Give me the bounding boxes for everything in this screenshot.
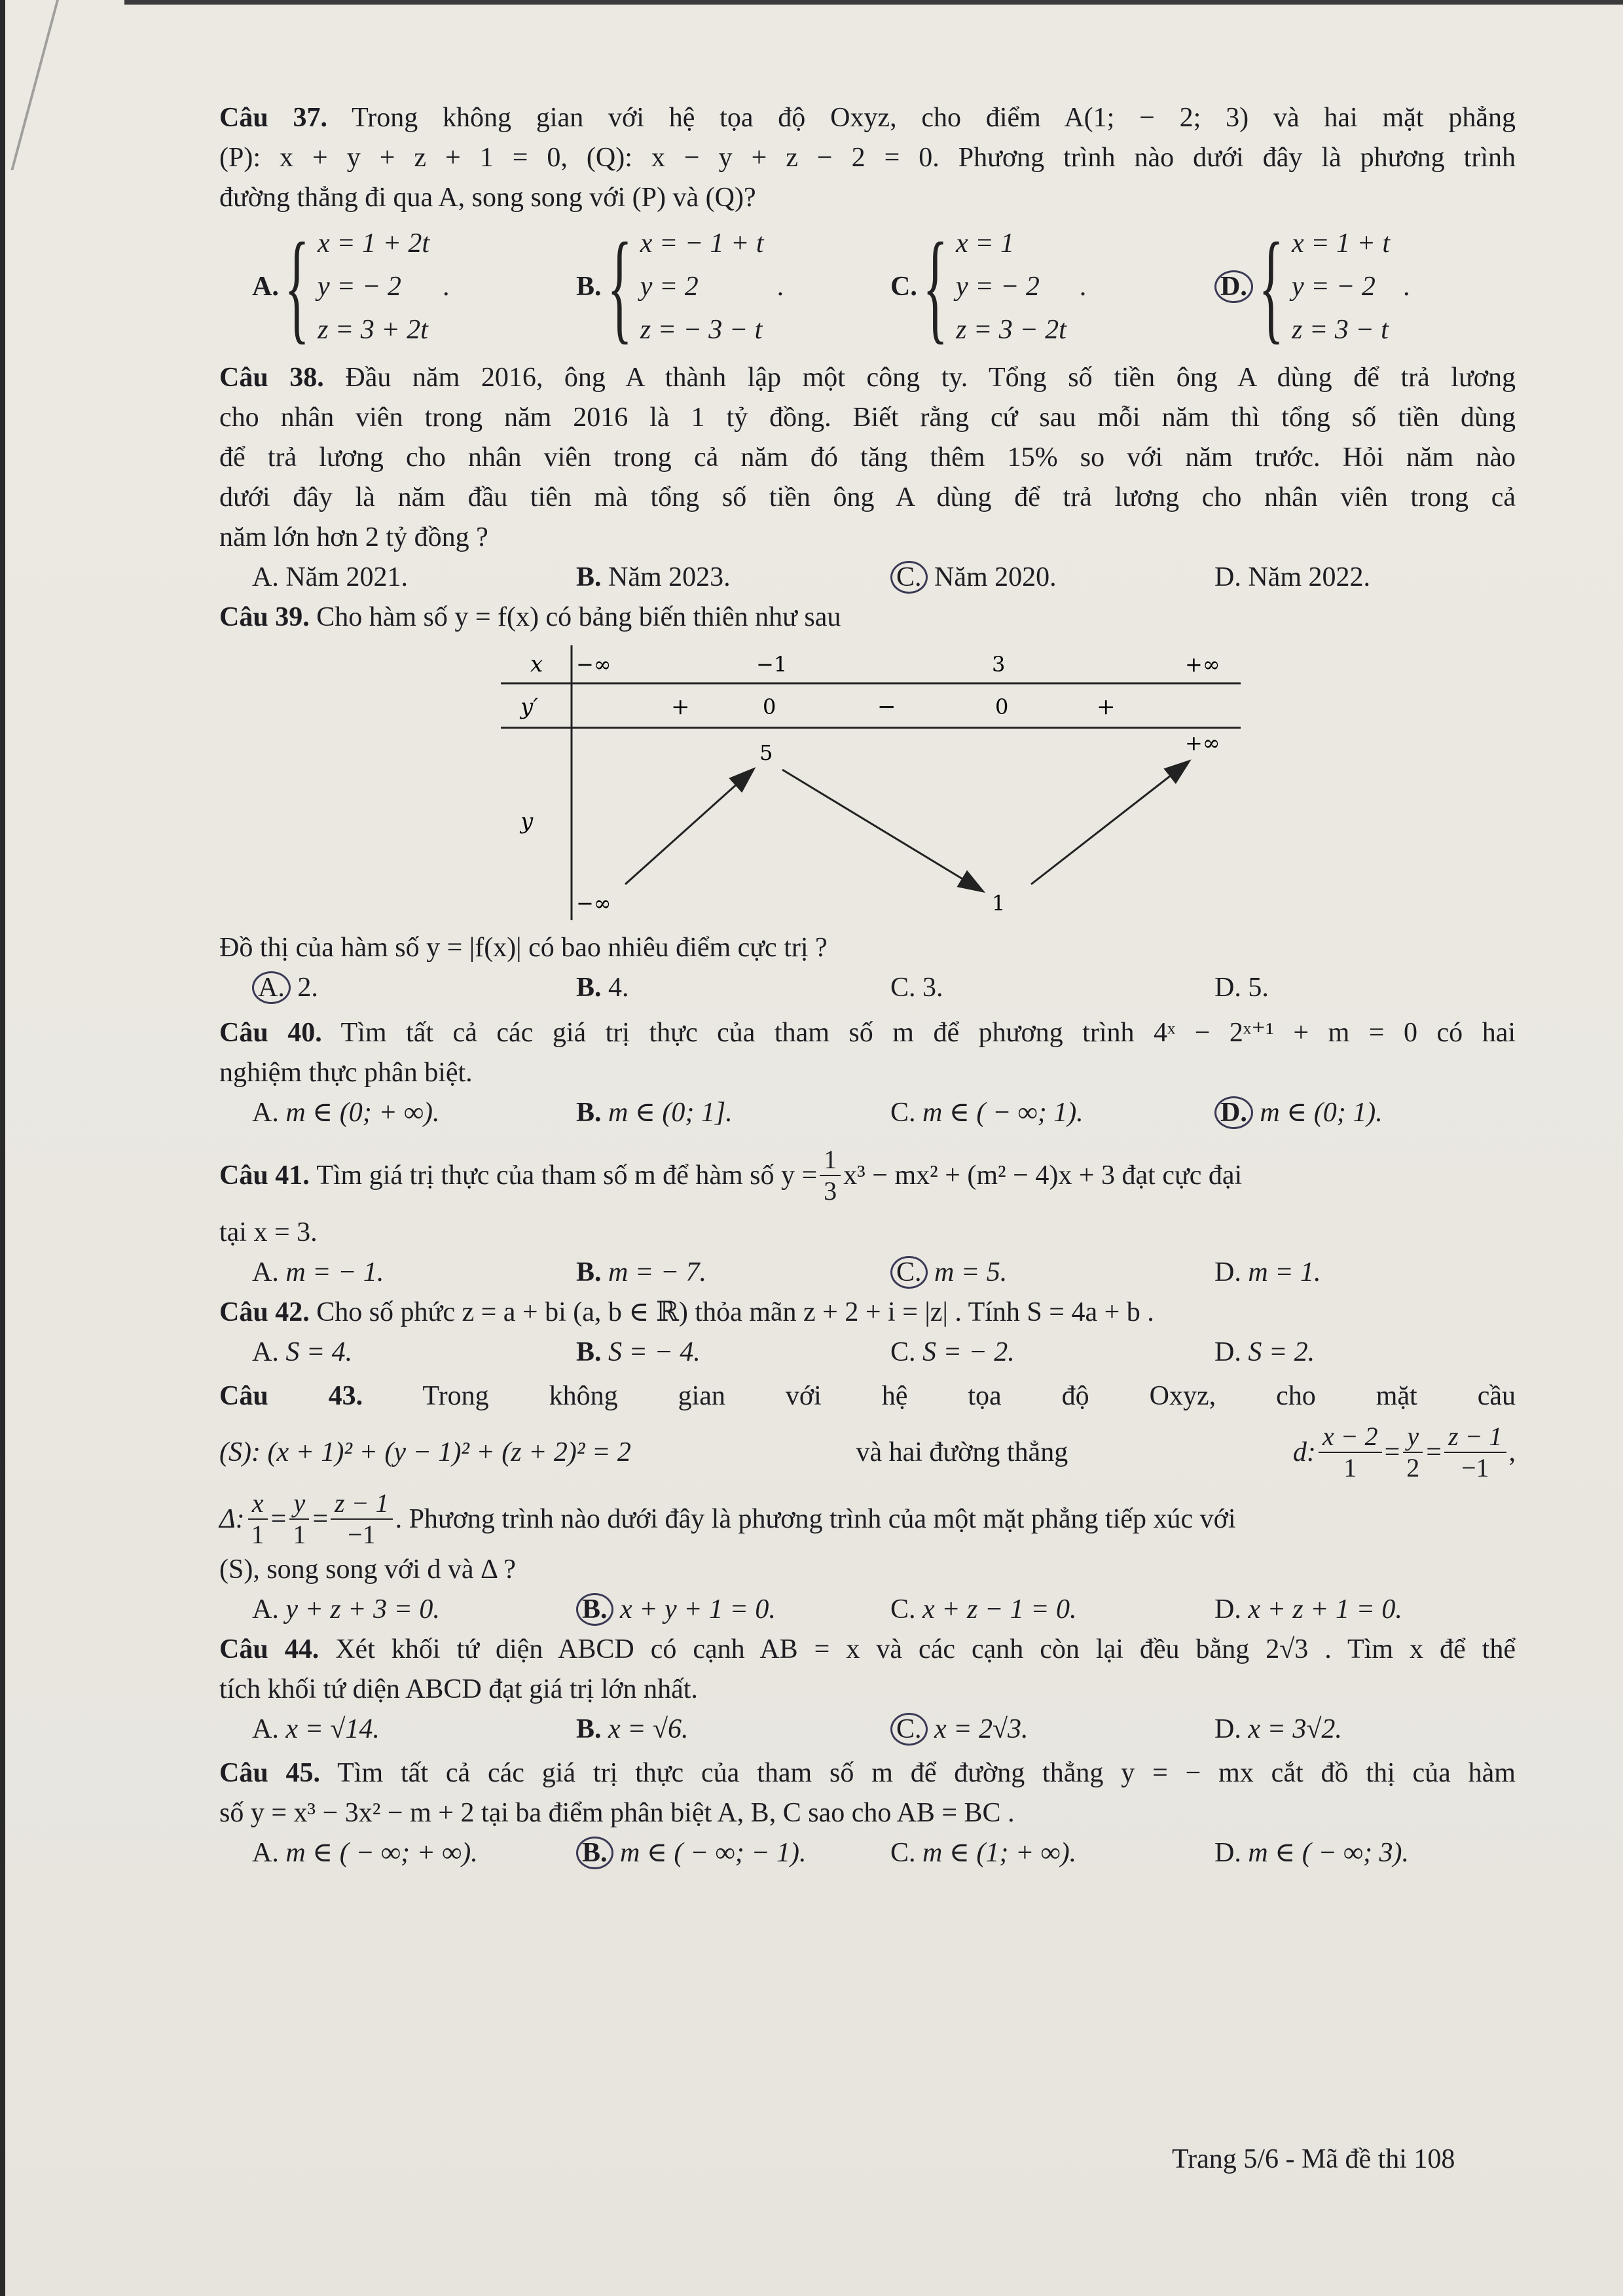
sign: + — [671, 694, 690, 720]
x-value: −1 — [756, 652, 788, 677]
option-a[interactable]: A. x = √14. — [252, 1714, 380, 1744]
y-value: +∞ — [1185, 730, 1220, 755]
option-d[interactable]: D. x = 3√2. — [1214, 1714, 1342, 1744]
option-d[interactable]: D. Năm 2022. — [1214, 562, 1370, 592]
option-b[interactable]: B. { x = − 1 + t y = 2 z = − 3 − t . — [576, 218, 784, 355]
yprime-row-label: y′ — [520, 694, 538, 720]
answer-options — [219, 558, 1516, 598]
question-label: Câu 45. — [219, 1758, 321, 1788]
question-40: Câu 40. Tìm tất cả các giá trị thực của tham số m để phương trình 4ˣ − 2ˣ⁺¹ + m = 0 có hai nghiệm thực phân biệt. A. m ∈ (0; + ∞). B. m ∈ (0; 1]. C. m ∈ ( − ∞; 1). D. m ∈ (0; 1). — [219, 1013, 1516, 1133]
option-b[interactable]: B. 4. — [576, 973, 629, 1003]
variation-table-svg — [494, 645, 1241, 920]
question-label: Câu 41. — [219, 1160, 310, 1191]
option-c[interactable]: C. x + z − 1 = 0. — [890, 1594, 1077, 1624]
option-a[interactable]: A. Năm 2021. — [252, 562, 408, 592]
circled-answer-mark: C. — [890, 1713, 928, 1746]
question-37 — [219, 98, 1516, 355]
answer-options — [219, 1333, 1516, 1372]
answer-options — [219, 1833, 1516, 1873]
question-text: (P): x + y + z + 1 = 0, (Q): x − y + z − 2 = 0. Phương trình nào dưới đây là phương trình — [219, 143, 1516, 173]
y-value: 5 — [759, 740, 773, 765]
option-a[interactable]: A. S = 4. — [252, 1337, 353, 1367]
option-d[interactable]: D. x + z + 1 = 0. — [1214, 1594, 1402, 1624]
option-a[interactable]: A. y + z + 3 = 0. — [252, 1594, 440, 1624]
answer-options — [219, 1710, 1516, 1749]
sign: + — [1097, 694, 1116, 720]
option-d[interactable]: D. m ∈ (0; 1). — [1214, 1093, 1509, 1133]
answer-options — [219, 1093, 1516, 1133]
question-label: Câu 44. — [219, 1634, 319, 1664]
option-a[interactable]: A. 2. — [252, 968, 576, 1008]
increase-arrow — [625, 770, 753, 884]
answer-options — [219, 968, 1516, 1008]
option-c[interactable]: C. x = 2√3. — [890, 1710, 1214, 1749]
y-row-label: y — [520, 808, 534, 834]
option-b[interactable]: B. m ∈ (0; 1]. — [576, 1098, 733, 1128]
question-text: Trong không gian với hệ tọa độ Oxyz, cho điểm A(1; − 2; 3) và hai mặt phẳng — [352, 103, 1516, 133]
circled-answer-mark: D. — [1214, 270, 1253, 303]
option-b[interactable]: B. Năm 2023. — [576, 562, 731, 592]
option-a[interactable]: A. m = − 1. — [252, 1257, 384, 1287]
y-value: −∞ — [576, 891, 611, 916]
option-c[interactable]: C. S = − 2. — [890, 1337, 1015, 1367]
circled-answer-mark: C. — [890, 1256, 928, 1289]
question-41: Câu 41. Tìm giá trị thực của tham số m để hàm số y = $\frac{1}{3}$ x³ − mx² + (m² − 4)x + 3 đạt cực đại tại x = 3. A. m = − 1. B. m = − 7. C. m = 5. D. m = 1. — [219, 1145, 1516, 1293]
circled-answer-mark: B. — [576, 1593, 613, 1626]
x-value: −∞ — [576, 652, 611, 677]
circled-answer-mark: D. — [1214, 1096, 1253, 1129]
question-label: Câu 39. — [219, 602, 310, 632]
option-c[interactable]: C. m ∈ ( − ∞; 1). — [890, 1098, 1084, 1128]
circled-answer-mark: A. — [252, 971, 291, 1004]
scan-edge-top — [124, 0, 1623, 5]
answer-options — [219, 218, 1516, 355]
answer-options — [219, 1590, 1516, 1630]
sign: 0 — [763, 694, 776, 719]
question-label: Câu 40. — [219, 1018, 322, 1048]
page-footer: Trang 5/6 - Mã đề thi 108 — [1172, 2144, 1455, 2174]
x-value: +∞ — [1185, 652, 1220, 677]
question-label: Câu 37. — [219, 103, 328, 133]
option-d[interactable]: D. m ∈ ( − ∞; 3). — [1214, 1838, 1410, 1868]
question-38: Câu 38. Đầu năm 2016, ông A thành lập một công ty. Tổng số tiền ông A dùng để trả lương cho nhân viên trong năm 2016 là 1 tỷ đồng. Biết rằng cứ sau mỗi năm thì tổng số tiền dùng để trả lương cho nhân viên trong cả năm đó tăng thêm 15% so với năm trước. Hỏi năm nào dưới đây là năm đầu tiên mà tổng số tiền ông A dùng để trả lương cho nhân viên trong cả năm lớn hơn 2 tỷ đồng ? A. Năm 2021. B. Năm 2023. C. Năm 2020. D. Năm 2022. — [219, 358, 1516, 598]
question-45: Câu 45. Tìm tất cả các giá trị thực của tham số m để đường thẳng y = − mx cắt đồ thị của hàm số y = x³ − 3x² − m + 2 tại ba điểm phân biệt A, B, C sao cho AB = BC . A. m ∈ ( − ∞; + ∞). B. m ∈ ( − ∞; − 1). C. m ∈ (1; + ∞). D. m ∈ ( − ∞; 3). — [219, 1753, 1516, 1873]
question-label: Câu 43. — [219, 1381, 363, 1411]
option-c[interactable]: C. m = 5. — [890, 1253, 1214, 1293]
scan-edge-left — [0, 0, 5, 2296]
option-d[interactable]: D. S = 2. — [1214, 1337, 1315, 1367]
circled-answer-mark: C. — [890, 561, 928, 594]
option-a[interactable]: A. m ∈ (0; + ∞). — [252, 1098, 440, 1128]
sign: 0 — [995, 694, 1009, 719]
answer-options — [219, 1253, 1516, 1293]
option-b[interactable]: B. x + y + 1 = 0. — [576, 1590, 890, 1630]
option-c[interactable]: C. { x = 1 y = − 2 z = 3 − 2t . — [890, 218, 1087, 355]
option-b[interactable]: B. S = − 4. — [576, 1337, 701, 1367]
question-label: Câu 42. — [219, 1297, 310, 1327]
option-a[interactable]: A. { x = 1 + 2t y = − 2 z = 3 + 2t . — [252, 218, 450, 355]
y-value: 1 — [992, 891, 1006, 916]
paper-fold-mark — [10, 0, 59, 170]
question-44: Câu 44. Xét khối tứ diện ABCD có cạnh AB = x và các cạnh còn lại đều bằng 2√3 . Tìm x để thể tích khối tứ diện ABCD đạt giá trị lớn nhất. A. x = √14. B. x = √6. C. x = 2√3. D. x = 3√2. — [219, 1630, 1516, 1749]
question-content — [219, 98, 1516, 1873]
option-a[interactable]: A. m ∈ ( − ∞; + ∞). — [252, 1838, 478, 1868]
option-d[interactable]: D. { x = 1 + t y = − 2 z = 3 − t . — [1214, 222, 1509, 351]
option-b[interactable]: B. m = − 7. — [576, 1257, 707, 1287]
option-b[interactable]: B. x = √6. — [576, 1714, 689, 1744]
option-d[interactable]: D. m = 1. — [1214, 1257, 1321, 1287]
option-c[interactable]: C. 3. — [890, 973, 943, 1003]
question-42: Câu 42. Cho số phức z = a + bi (a, b ∈ ℝ) thỏa mãn z + 2 + i = |z| . Tính S = 4a + b . A. S = 4. B. S = − 4. C. S = − 2. D. S = 2. — [219, 1293, 1516, 1372]
question-text: đường thẳng đi qua A, song song với (P) và (Q)? — [219, 183, 756, 213]
sign: − — [877, 694, 896, 720]
circled-answer-mark: B. — [576, 1837, 613, 1869]
question-label: Câu 38. — [219, 363, 324, 393]
option-c[interactable]: C. m ∈ (1; + ∞). — [890, 1838, 1077, 1868]
increase-arrow — [1031, 762, 1188, 884]
question-39: Câu 39. Cho hàm số y = f(x) có bảng biến thiên như sau x −∞ −1 3 +∞ y′ + 0 − 0 + y −∞ 5 1 +∞ Đồ thị của hàm số y = |f(x)| có bao nhiêu điểm cực trị ? A. 2. B. 4. C. 3. D. 5. — [219, 598, 1516, 1008]
question-43: Câu 43. Trong không gian với hệ tọa độ Oxyz, cho mặt cầu (S): (x + 1)² + (y − 1)² + (z + 2)² = 2 và hai đường thẳng d: $\frac{x - 2}{1}$ = $\frac{y}{2}$ = $\frac{z - 1}{-1}$ , Δ: $\frac{x}{1}$ = $\frac{y}{1}$ = $\frac{z - 1}{-1}$ . Phương trình nào dưới đây là phương trình của một mặt phẳng tiếp xúc với (S), song song với d và Δ ? A. y + z + 3 = 0. B. x + y + 1 = 0. C. x + z − 1 = 0. D. x + z + 1 = 0. — [219, 1376, 1516, 1630]
fraction: $\frac{1}{3}$ — [820, 1145, 841, 1206]
x-value: 3 — [992, 652, 1006, 677]
option-b[interactable]: B. m ∈ ( − ∞; − 1). — [576, 1833, 890, 1873]
decrease-arrow — [782, 770, 982, 891]
variation-table — [494, 645, 1241, 920]
x-row-label: x — [530, 651, 543, 677]
option-d[interactable]: D. 5. — [1214, 973, 1269, 1003]
option-c[interactable]: C. Năm 2020. — [890, 558, 1214, 598]
